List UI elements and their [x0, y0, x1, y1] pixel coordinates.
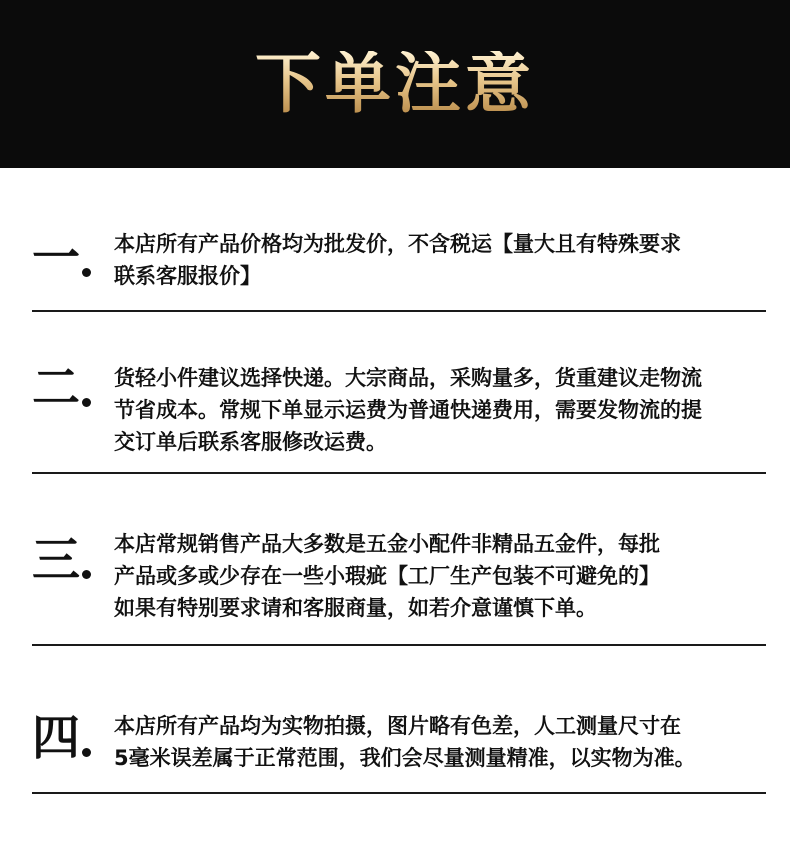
- page-title: 下单注意: [255, 45, 535, 122]
- text-line: 5毫米误差属于正常范围，我们会尽量测量精准，以实物为准。: [114, 746, 696, 770]
- notice-section-1: [32, 210, 766, 312]
- section-number-2: [32, 360, 91, 416]
- bullet-dot: [82, 268, 91, 277]
- section-text-1: [114, 228, 681, 292]
- section-number-1: [32, 230, 91, 286]
- text-line: 交订单后联系客服修改运费。: [114, 430, 387, 454]
- bullet-dot: [82, 398, 91, 407]
- text-line: 如果有特别要求请和客服商量，如若介意谨慎下单。: [114, 596, 597, 620]
- section-text-3: [114, 528, 660, 624]
- notice-section-3: [32, 472, 766, 646]
- bullet-dot: [82, 748, 91, 757]
- notice-section-2: [32, 310, 766, 474]
- section-text-2: [114, 362, 702, 458]
- header-banner: [0, 0, 790, 168]
- text-line: 本店常规销售产品大多数是五金小配件非精品五金件，每批: [114, 532, 660, 556]
- section-numeral: 一: [32, 230, 81, 286]
- text-line: 本店所有产品均为实物拍摄，图片略有色差，人工测量尺寸在: [114, 714, 681, 738]
- section-numeral: 二: [32, 360, 81, 416]
- notice-section-4: [32, 644, 766, 794]
- section-number-4: [32, 710, 91, 766]
- text-line: 货轻小件建议选择快递。大宗商品，采购量多，货重建议走物流: [114, 366, 702, 390]
- text-line: 产品或多或少存在一些小瑕疵【工厂生产包装不可避免的】: [114, 564, 660, 588]
- section-numeral: 四: [32, 710, 81, 766]
- bullet-dot: [82, 570, 91, 579]
- text-line: 本店所有产品价格均为批发价，不含税运【量大且有特殊要求: [114, 232, 681, 256]
- section-text-4: [114, 710, 696, 774]
- text-line: 节省成本。常规下单显示运费为普通快递费用，需要发物流的提: [114, 398, 702, 422]
- section-number-3: [32, 532, 91, 588]
- section-numeral: 三: [32, 532, 81, 588]
- text-line: 联系客服报价】: [114, 264, 261, 288]
